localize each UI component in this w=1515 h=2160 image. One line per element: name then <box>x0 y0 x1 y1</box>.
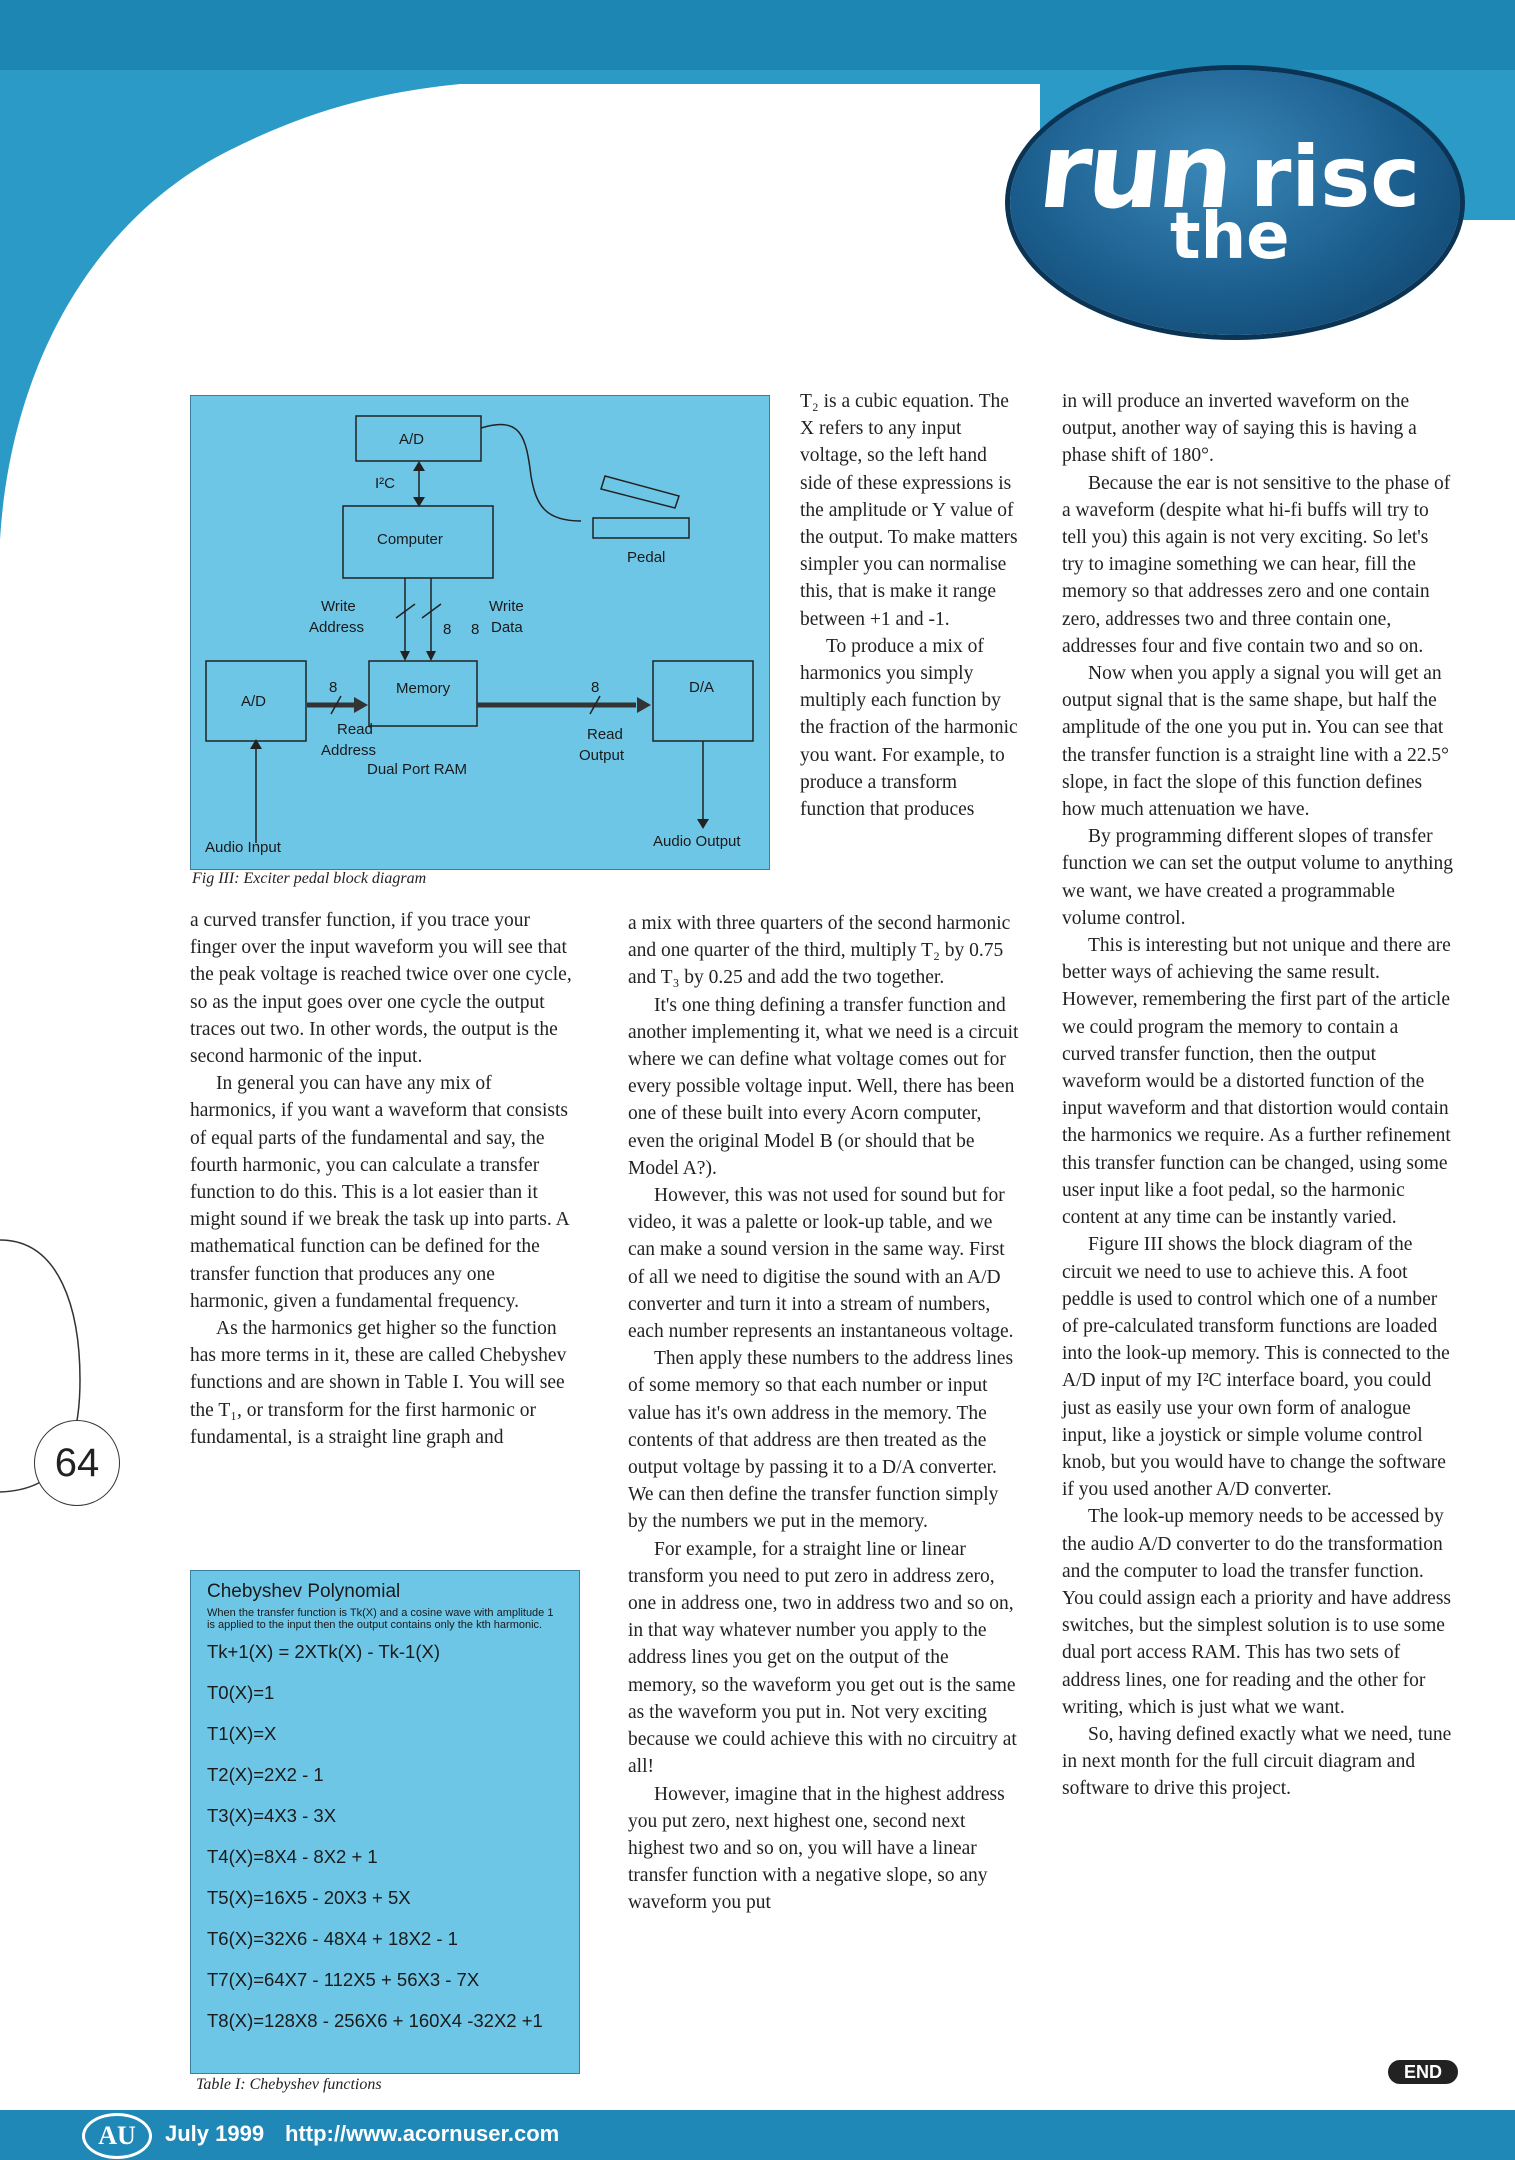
read-address-line-2: Address <box>321 742 377 759</box>
da-label: D/A <box>689 679 715 696</box>
write-address-label <box>309 598 364 636</box>
ad-top-label: A/D <box>399 431 425 448</box>
chebyshev-equation: T7(X)=64X7 - 112X5 + 56X3 - 7X <box>207 1969 480 1990</box>
paragraph: in will produce an inverted waveform on the output, another way of saying this is having a phase shift of 180°. <box>1062 391 1417 467</box>
chebyshev-note: When the transfer function is Tk(X) and a cosine wave with amplitude 1 is applied to the input then the output contains only the kth harmonic. <box>207 1607 554 1631</box>
paragraph: For example, for a straight line or linear transform you need to put zero in address zero, one in address one, two in address two and so on, in that way whatever number you apply to the address lines you get on the output of the memory, so the waveform you get out is the same as the waveform you put in. Not very exciting because we could achieve this with no circuitry at all! <box>628 1538 1017 1778</box>
write-address-line-1: Write <box>321 598 356 615</box>
chebyshev-equation: T8(X)=128X8 - 256X6 + 160X4 -32X2 +1 <box>207 2010 543 2031</box>
column-1 <box>190 907 575 1451</box>
paragraph: a curved transfer function, if you trace your finger over the input waveform you will see that the peak voltage is reached twice over one cycle, so as the input goes over one cycle the output traces out two. In other words, the output is the second harmonic of the input. <box>190 910 572 1068</box>
block-diagram <box>190 395 770 870</box>
da-box <box>653 661 753 741</box>
pedal-label: Pedal <box>627 549 666 566</box>
read-address-label <box>321 721 377 759</box>
bus-width-write-address: 8 <box>443 621 452 638</box>
i2c-label: I²C <box>375 475 395 492</box>
pedal-top <box>601 476 679 508</box>
audio-output-label: Audio Output <box>653 833 741 850</box>
memory-label: Memory <box>396 680 451 697</box>
read-output-label <box>579 726 627 764</box>
read-output-line-2: Output <box>579 747 625 764</box>
column-2 <box>628 910 1020 1917</box>
dual-port-ram-label: Dual Port RAM <box>367 761 468 778</box>
website-link[interactable]: http://www.acornuser.com <box>285 2121 560 2146</box>
chebyshev-equation: T4(X)=8X4 - 8X2 + 1 <box>207 1846 378 1867</box>
paragraph: So, having defined exactly what we need, tune in next month for the full circuit diagram and software to drive this project. <box>1062 1723 1452 1800</box>
chebyshev-equation: T3(X)=4X3 - 3X <box>207 1805 337 1826</box>
paragraph: As the harmonics get higher so the function has more terms in it, these are called Chebyshev functions and are shown in Table I. You will see the T₁, or transform for the first harmonic or fundamental, is a straight line graph and <box>190 1318 567 1448</box>
computer-label: Computer <box>377 531 443 548</box>
table-caption: Table I: Chebyshev functions <box>196 2076 382 2093</box>
write-address-line-2: Address <box>309 619 365 636</box>
read-address-line-1: Read <box>337 721 373 738</box>
paragraph: Now when you apply a signal you will get an output signal that is the same shape, but half the amplitude of the one you put in. You can see that the transfer function is a straight line with a 22.5° slope, in fact the slope of this function defines how much attenuation we have. <box>1062 663 1449 821</box>
paragraph: Because the ear is not sensitive to the phase of a waveform (despite what hi-fi buffs will try to tell you) this again is not very exciting. So let's try to imagine something we can hear, fill the memory so that addresses zero and one contain zero, addresses two and three contain one, addresses four and five contain two and so on. <box>1062 472 1451 657</box>
paragraph: Figure III shows the block diagram of the circuit we need to use to achieve this. A foot peddle is used to control which one of a number of pre-calculated transform functions are loaded into the look-up memory. This is connected to the A/D input of my I²C interface board, you could just as easily use your own form of analogue input, like a joystick or simple volume control knob, but you would have to change the software if you used another A/D converter. <box>1062 1234 1450 1501</box>
logo-the: the <box>1170 200 1290 274</box>
column-2-top <box>800 388 1020 823</box>
chebyshev-equation: T5(X)=16X5 - 20X3 + 5X <box>207 1887 411 1908</box>
audio-input-label: Audio Input <box>205 839 281 856</box>
read-output-line-1: Read <box>587 726 623 743</box>
paragraph: It's one thing defining a transfer function and another implementing it, what we need is a circuit where we can define what voltage comes out for every possible voltage input. Well, there has been one of these built into every Acorn computer, even the original Model B (or should that be Model A?). <box>628 994 1019 1179</box>
acorn-user-logo: AU <box>82 2113 152 2159</box>
issue-date: July 1999 <box>165 2121 265 2146</box>
logo-run: run <box>1033 110 1237 232</box>
run-the-risc-logo <box>1010 70 1460 335</box>
paragraph: To produce a mix of harmonics you simply multiply each function by the fraction of the harmonic you want. For example, to produce a transform function that produces <box>800 635 1018 821</box>
paragraph: T₂ is a cubic equation. The X refers to any input voltage, so the left hand side of these expressions is the amplitude or Y value of the output. To make matters simpler you can normalise this, that is make it range between +1 and -1. <box>800 391 1018 630</box>
bus-width-read-address: 8 <box>329 679 338 696</box>
figure-caption: Fig III: Exciter pedal block diagram <box>192 870 427 887</box>
ad-left-label: A/D <box>241 693 267 710</box>
paragraph: However, imagine that in the highest address you put zero, next highest one, second next highest two and so on, you will have a linear transfer function with a negative slope, so any waveform you put <box>628 1783 1005 1914</box>
page-number: 64 <box>34 1420 120 1506</box>
paragraph: The look-up memory needs to be accessed by the audio A/D converter to do the transformation and the computer to load the transfer function. You could assign each a priority and have address switches, but the simplest solution is to use some dual port access RAM. This has two sets of address lines, one for reading and the other for writing, which is just what we want. <box>1062 1506 1452 1718</box>
write-data-line-1: Write <box>489 598 524 615</box>
paragraph: In general you can have any mix of harmonics, if you want a waveform that consists of equal parts of the fundamental and say, the fourth harmonic, you can calculate a transfer function to do this. This is a lot easier than it might sound if we break the task up into parts. A mathematical function can be defined for the transfer function that produces any one harmonic, given a fundamental frequency. <box>190 1073 569 1312</box>
bus-width-write-data: 8 <box>471 621 480 638</box>
chebyshev-equation: T6(X)=32X6 - 48X4 + 18X2 - 1 <box>207 1928 458 1949</box>
paragraph: This is interesting but not unique and there are better ways of achieving the same result. However, remembering the first part of the article we could program the memory to contain a curved transfer function, then the output waveform would be a distorted function of the input waveform and that distortion would contain the harmonics we require. As a further refinement this transfer function can be changed, using some user input like a foot pedal, so the harmonic content at any time can be instantly varied. <box>1062 935 1451 1229</box>
paragraph: Then apply these numbers to the address lines of some memory so that each number or input value has it's own address in the memory. The contents of that address are then treated as the output voltage by passing it to a D/A converter. We can then define the transfer function simply by the numbers we put in the memory. <box>628 1348 1014 1533</box>
column-3 <box>1062 388 1454 1803</box>
pedal-base <box>593 518 689 538</box>
chebyshev-equation: T1(X)=X <box>207 1723 277 1744</box>
paragraph: However, this was not used for sound but for video, it was a palette or look-up table, and we can make a sound version in the same way. First of all we need to digitise the sound with an A/D converter and turn it into a stream of numbers, each number represents an instantaneous voltage. <box>628 1185 1014 1343</box>
chebyshev-equation: T0(X)=1 <box>207 1682 275 1703</box>
pedal-cable <box>481 425 581 521</box>
write-data-label <box>489 598 528 636</box>
paragraph: By programming different slopes of transfer function we can set the output volume to anything we want, we have created a programmable volume control. <box>1062 826 1453 929</box>
chebyshev-table <box>190 1570 580 2074</box>
write-data-line-2: Data <box>491 619 523 636</box>
chebyshev-equation: Tk+1(X) = 2XTk(X) - Tk-1(X) <box>207 1641 440 1662</box>
paragraph: a mix with three quarters of the second harmonic and one quarter of the third, multiply T₂ by 0.75 and T₃ by 0.25 and add the two together. <box>628 913 1011 989</box>
bus-width-read-output: 8 <box>591 679 600 696</box>
logo-risc: risc <box>1250 128 1421 226</box>
end-badge: END <box>1388 2060 1458 2084</box>
chebyshev-equation: T2(X)=2X2 - 1 <box>207 1764 324 1785</box>
chebyshev-title: Chebyshev Polynomial <box>207 1581 401 1602</box>
